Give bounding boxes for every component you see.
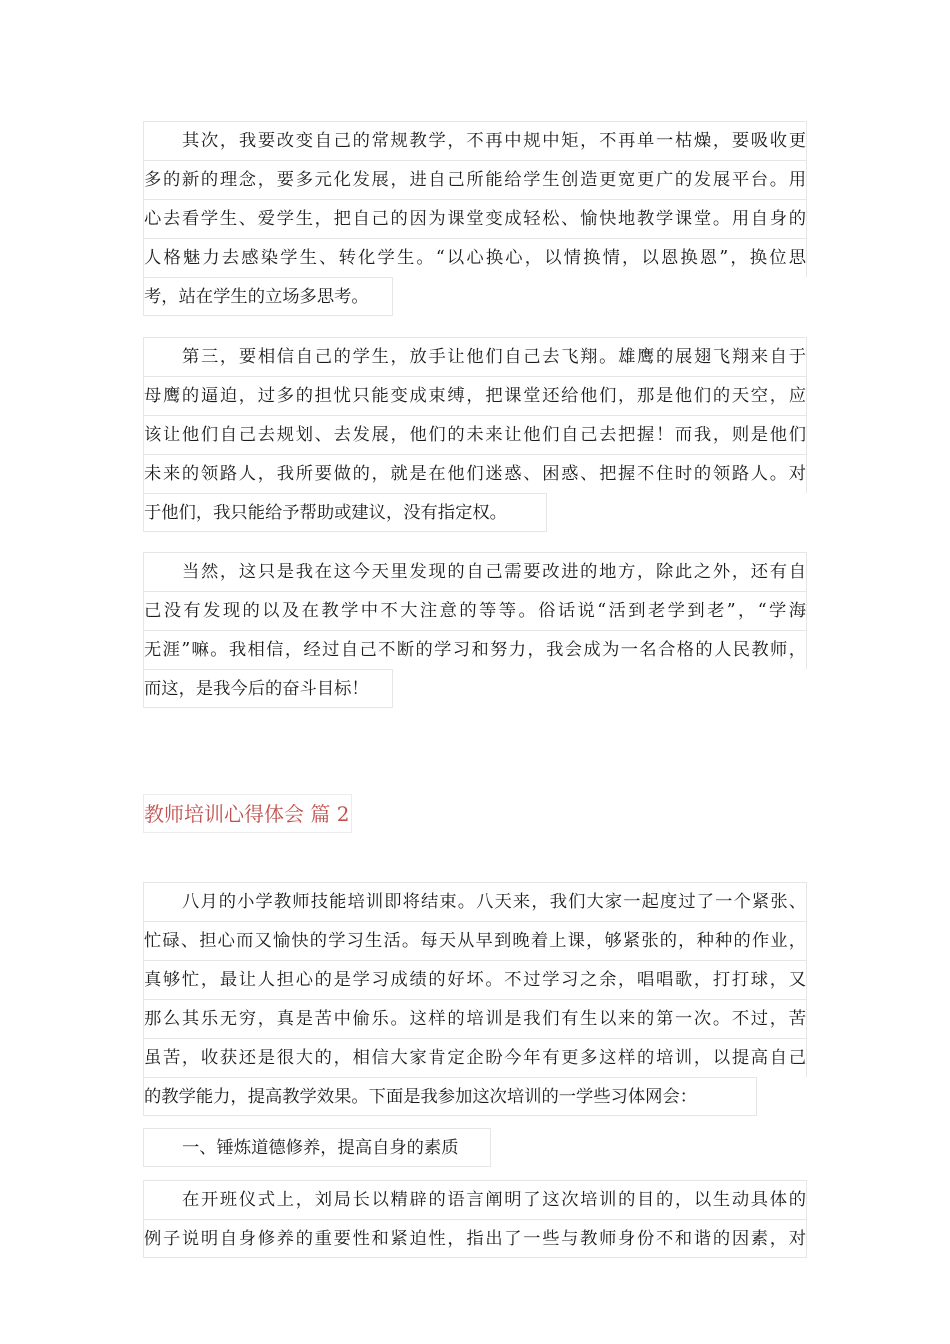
text-line: 己没有发现的以及在教学中不大注意的等等。俗话说“活到老学到老”，“学海: [143, 591, 807, 630]
text-line: 当然，这只是我在这今天里发现的自己需要改进的地方，除此之外，还有自: [143, 552, 807, 591]
text-line: 该让他们自己去规划、去发展，他们的未来让他们自己去把握！而我，则是他们: [143, 415, 807, 454]
text-line: 人格魅力去感染学生、转化学生。“以心换心，以情换情，以恩换恩”，换位思: [143, 238, 807, 277]
paragraph-conclusion: [143, 552, 807, 708]
section-heading: 教师培训心得体会 篇 2: [143, 794, 352, 833]
text-line: 真够忙，最让人担心的是学习成绩的好坏。不过学习之余，唱唱歌，打打球，又: [143, 960, 807, 999]
text-line: 忙碌、担心而又愉快的学习生活。每天从早到晚着上课，够紧张的，种种的作业，: [143, 921, 807, 960]
text-line: 无涯”嘛。我相信，经过自己不断的学习和努力，我会成为一名合格的人民教师，: [143, 630, 807, 669]
paragraph-trust-students: [143, 337, 807, 532]
section-heading-wrap: [143, 794, 807, 833]
text-line: 于他们，我只能给予帮助或建议，没有指定权。: [143, 493, 547, 532]
paragraph-training-intro: [143, 882, 807, 1116]
paragraph-revise-teaching: [143, 121, 807, 316]
text-line: 而这，是我今后的奋斗目标！: [143, 669, 393, 708]
text-line: 八月的小学教师技能培训即将结束。八天来，我们大家一起度过了一个紧张、: [143, 882, 807, 921]
text-line: 的教学能力，提高教学效果。下面是我参加这次培训的一学些习体网会：: [143, 1077, 757, 1116]
text-line: 例子说明自身修养的重要性和紧迫性，指出了一些与教师身份不和谐的因素，对: [143, 1219, 807, 1258]
text-line: 虽苦，收获还是很大的，相信大家肯定企盼今年有更多这样的培训，以提高自己: [143, 1038, 807, 1077]
text-line: 母鹰的逼迫，过多的担忧只能变成束缚，把课堂还给他们，那是他们的天空，应: [143, 376, 807, 415]
document-page: [143, 121, 807, 1258]
subheading-block: [143, 1128, 807, 1167]
text-line: 那么其乐无穷，真是苦中偷乐。这样的培训是我们有生以来的第一次。不过，苦: [143, 999, 807, 1038]
text-line: 心去看学生、爱学生，把自己的因为课堂变成轻松、愉快地教学课堂。用自身的: [143, 199, 807, 238]
text-line: 多的新的理念，要多元化发展，进自己所能给学生创造更宽更广的发展平台。用: [143, 160, 807, 199]
text-line: 其次，我要改变自己的常规教学，不再中规中矩，不再单一枯燥，要吸收更: [143, 121, 807, 160]
text-line: 第三，要相信自己的学生，放手让他们自己去飞翔。雄鹰的展翅飞翔来自于: [143, 337, 807, 376]
text-line: 在开班仪式上，刘局长以精辟的语言阐明了这次培训的目的，以生动具体的: [143, 1180, 807, 1219]
text-line: 考，站在学生的立场多思考。: [143, 277, 393, 316]
subheading: 一、锤炼道德修养，提高自身的素质: [143, 1128, 491, 1167]
paragraph-opening-ceremony: [143, 1180, 807, 1258]
text-line: 未来的领路人，我所要做的，就是在他们迷惑、困惑、把握不住时的领路人。对: [143, 454, 807, 493]
